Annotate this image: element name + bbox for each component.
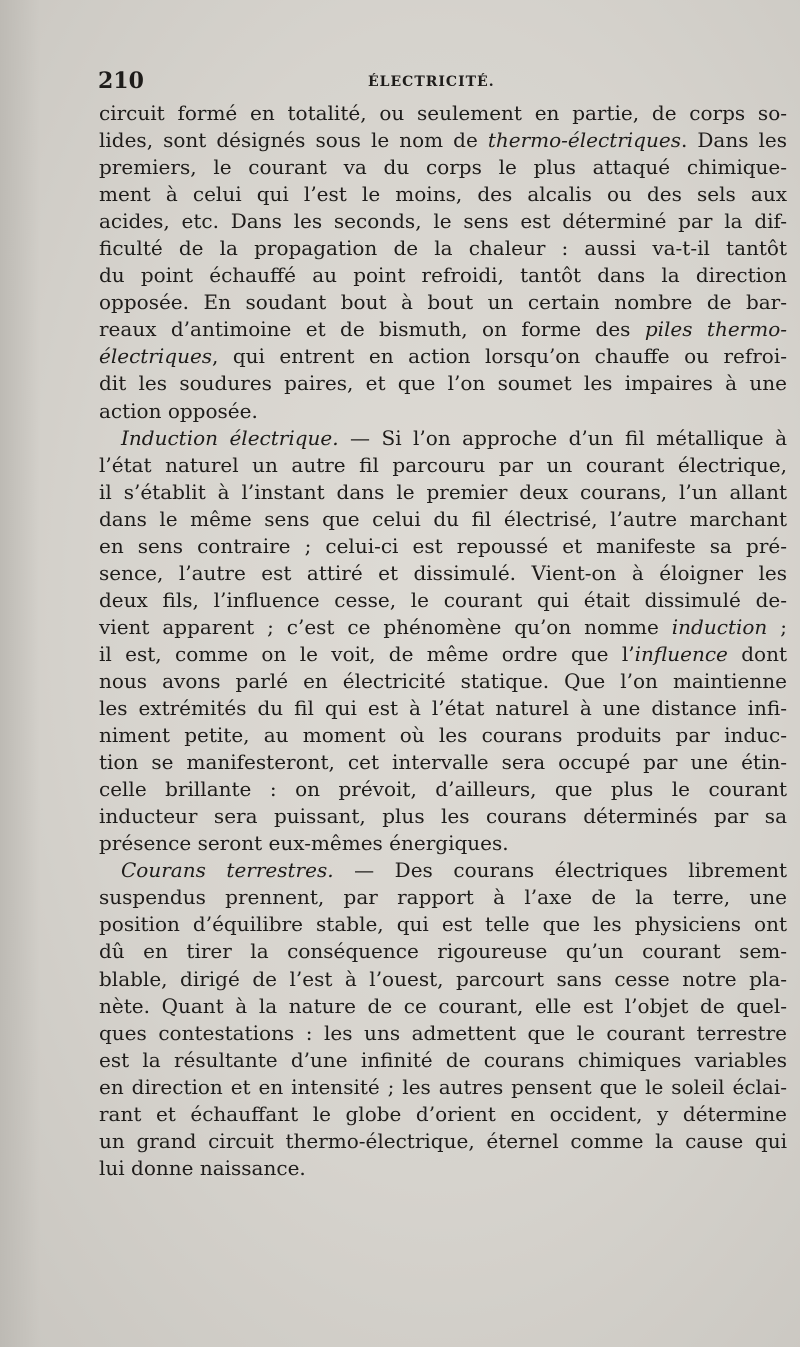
text-line: opposée. En soudant bout à bout un certain nombre de bar- bbox=[99, 290, 787, 315]
text-line: tion se manifesteront, cet intervalle sera occupé par une étin- bbox=[99, 750, 787, 775]
text-line: lides, sont désignés sous le nom de thermo-électriques. Dans les bbox=[99, 128, 788, 153]
text-line: du point échauffé au point refroidi, tantôt dans la direction bbox=[99, 263, 787, 288]
text-line: acides, etc. Dans les seconds, le sens est déterminé par la dif- bbox=[99, 209, 787, 234]
text-line: il s’établit à l’instant dans le premier deux courans, l’un allant bbox=[99, 479, 787, 504]
running-title: ÉLECTRICITÉ. bbox=[368, 74, 495, 90]
text-line: blable, dirigé de l’est à l’ouest, parcourt sans cesse notre pla- bbox=[99, 966, 787, 991]
text-line: nète. Quant à la nature de ce courant, elle est l’objet de quel- bbox=[99, 993, 787, 1018]
text-line: Courans terrestres. — Des courans électriques librement bbox=[121, 858, 787, 883]
text-line: un grand circuit thermo-électrique, éternel comme la cause qui bbox=[99, 1128, 787, 1153]
text-line: deux fils, l’influence cesse, le courant qui était dissimulé de- bbox=[99, 587, 787, 612]
text-line: il est, comme on le voit, de même ordre que l’influence dont bbox=[99, 641, 788, 666]
body-text bbox=[99, 100, 787, 1182]
text-line: vient apparent ; c’est ce phénomène qu’on nomme induction ; bbox=[99, 614, 787, 639]
text-line: suspendus prennent, par rapport à l’axe de la terre, une bbox=[99, 885, 787, 910]
text-line: présence seront eux-mêmes énergiques. bbox=[99, 831, 509, 856]
text-line: ques contestations : les uns admettent que le courant terrestre bbox=[99, 1020, 787, 1045]
text-line: rant et échauffant le globe d’orient en occident, y détermine bbox=[99, 1101, 787, 1126]
text-line: en sens contraire ; celui-ci est repoussé et manifeste sa pré- bbox=[99, 533, 787, 558]
text-line: l’état naturel un autre fil parcouru par un courant électrique, bbox=[99, 452, 787, 477]
text-line: ment à celui qui l’est le moins, des alcalis ou des sels aux bbox=[99, 182, 787, 207]
text-line: lui donne naissance. bbox=[99, 1155, 306, 1180]
text-line: celle brillante : on prévoit, d’ailleurs, que plus le courant bbox=[99, 777, 787, 802]
text-line: circuit formé en totalité, ou seulement en partie, de corps so- bbox=[99, 101, 787, 125]
text-line: sence, l’autre est attiré et dissimulé. Vient-on à éloigner les bbox=[99, 560, 787, 585]
text-line: reaux d’antimoine et de bismuth, on forme des piles thermo- bbox=[99, 317, 787, 342]
paragraph-terrestrial-currents bbox=[99, 857, 787, 1182]
text-line: en direction et en intensité ; les autres pensent que le soleil éclai- bbox=[99, 1074, 787, 1099]
text-line: nous avons parlé en électricité statique. Que l’on maintienne bbox=[99, 668, 787, 693]
text-line: dit les soudures paires, et que l’on soumet les impaires à une bbox=[99, 371, 787, 396]
text-line: niment petite, au moment où les courans produits par induc- bbox=[99, 723, 787, 748]
text-line: est la résultante d’une infinité de courans chimiques variables bbox=[99, 1047, 787, 1072]
text-line: premiers, le courant va du corps le plus attaqué chimique- bbox=[99, 155, 787, 180]
text-line: Induction électrique. — Si l’on approche d’un fil métallique à bbox=[121, 425, 787, 450]
page-number: 210 bbox=[98, 68, 144, 94]
running-header bbox=[98, 68, 784, 98]
page-gutter-shadow bbox=[0, 0, 40, 1347]
text-line: ficulté de la propagation de la chaleur : aussi va-t-il tantôt bbox=[99, 236, 787, 261]
text-line: inducteur sera puissant, plus les courans déterminés par sa bbox=[99, 804, 787, 829]
text-line: les extrémités du fil qui est à l’état naturel à une distance infi- bbox=[99, 696, 787, 721]
paragraph-induction bbox=[99, 425, 787, 858]
paragraph-thermo-electric bbox=[99, 100, 787, 425]
text-line: dû en tirer la conséquence rigoureuse qu’un courant sem- bbox=[99, 939, 787, 964]
text-line: position d’équilibre stable, qui est telle que les physiciens ont bbox=[99, 912, 787, 937]
text-line: électriques, qui entrent en action lorsqu’on chauffe ou refroi- bbox=[99, 344, 787, 369]
text-line: action opposée. bbox=[99, 398, 258, 423]
text-line: dans le même sens que celui du fil électrisé, l’autre marchant bbox=[99, 506, 787, 531]
